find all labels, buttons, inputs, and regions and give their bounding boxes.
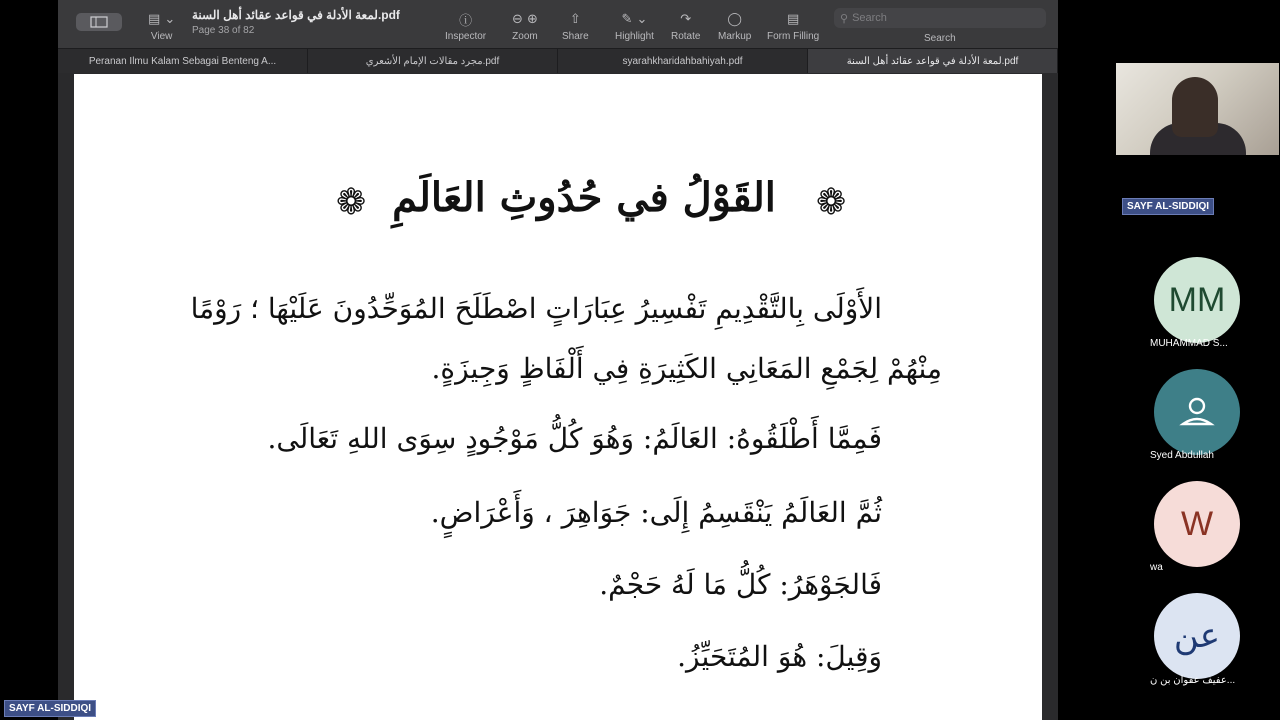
share-button[interactable]: [562, 9, 589, 42]
participant-name-muhammad: MUHAMMAD S...: [1150, 338, 1228, 349]
document-title: لمعة الأدلة في قواعد عقائد أهل السنة.pdf: [192, 8, 400, 22]
view-label: View: [150, 31, 173, 42]
person-icon: [1177, 392, 1217, 432]
tab-syarah[interactable]: syarahkharidahbahiyah.pdf: [558, 49, 808, 73]
avatar-wa[interactable]: W: [1154, 481, 1240, 567]
preview-window: [58, 0, 1058, 720]
share-icon: ⇧: [569, 11, 581, 27]
markup-label: Markup: [718, 31, 752, 42]
view-button[interactable]: [148, 9, 175, 42]
zoom-icon: ⊖ ⊕: [512, 11, 538, 27]
document-tabs: [58, 49, 1058, 73]
form-icon: ▤: [786, 11, 800, 27]
markup-button[interactable]: [718, 9, 751, 42]
form-filling-button[interactable]: [767, 9, 819, 42]
participant-name-afif-afwan: عفيف عفوان بن ن...: [1150, 675, 1236, 686]
text-line-1: الأَوْلَى بِالتَّقْدِيمِ تَفْسِيرُ عِبَارَاتٍ اصْطَلَحَ المُوَحِّدُونَ عَلَيْهَا ؛ رَوْمًا: [190, 292, 882, 325]
toolbar: [58, 0, 1058, 49]
page-indicator: Page 38 of 82: [192, 25, 255, 36]
rotate-icon: ↷: [680, 11, 692, 27]
ornament-right-icon: ❁: [816, 182, 847, 223]
text-line-6: وَقِيلَ: هُوَ المُتَحَيِّزُ.: [677, 640, 882, 673]
text-line-4: ثُمَّ العَالَمُ يَنْقَسِمُ إِلَى: جَوَاهِرَ ، وَأَعْرَاضٍ.: [430, 496, 882, 529]
rotate-button[interactable]: [671, 9, 700, 42]
inspector-label: Inspector: [445, 31, 487, 42]
inspector-button[interactable]: [445, 9, 486, 42]
text-line-2: مِنْهُمْ لِجَمْعِ المَعَانِي الكَثِيرَةِ فِي أَلْفَاظٍ وَجِيزَةٍ.: [431, 352, 942, 385]
ornament-left-icon: ❁: [336, 182, 367, 223]
text-line-3: فَمِمَّا أَطْلَقُوهُ: العَالَمُ: وَهُوَ كُلُّ مَوْجُودٍ سِوَى اللهِ تَعَالَى.: [267, 422, 882, 455]
self-name-tag: SAYF AL-SIDDIQI: [4, 700, 96, 717]
text-line-5: فَالجَوْهَرُ: كُلُّ مَا لَهُ حَجْمٌ.: [599, 568, 882, 601]
highlight-icon: ✎ ⌄: [621, 11, 648, 27]
search-field[interactable]: [834, 8, 1046, 28]
markup-icon: ◯: [727, 11, 742, 27]
avatar-afif-afwan[interactable]: عن: [1154, 593, 1240, 679]
search-icon: ⚲: [840, 12, 849, 25]
tab-lumat-al-adilla[interactable]: لمعة الأدلة في قواعد عقائد أهل السنة.pdf: [808, 49, 1058, 73]
zoom-button[interactable]: [512, 9, 538, 42]
pdf-page: [74, 74, 1042, 720]
highlight-button[interactable]: [615, 9, 654, 42]
tab-majarrad[interactable]: مجرد مقالات الإمام الأشعري.pdf: [308, 49, 558, 73]
avatar-syed-abdullah[interactable]: [1154, 369, 1240, 455]
sidebar-toggle-button[interactable]: [76, 13, 122, 31]
participant-name-syed-abdullah: Syed Abdullah: [1150, 450, 1214, 461]
info-icon: ⓘ: [459, 13, 473, 29]
participant-name-wa: wa: [1150, 562, 1163, 573]
speaker-video[interactable]: [1116, 63, 1279, 155]
highlight-label: Highlight: [615, 31, 654, 42]
rotate-label: Rotate: [671, 31, 701, 42]
zoom-label: Zoom: [512, 31, 538, 42]
avatar-muhammad[interactable]: MM: [1154, 257, 1240, 343]
share-label: Share: [562, 31, 589, 42]
sidebar-icon: [90, 16, 108, 28]
speaker-name-tag: SAYF AL-SIDDIQI: [1122, 198, 1214, 215]
view-menu-icon: ▤ ⌄: [148, 11, 176, 27]
speaker-head-shape: [1172, 77, 1218, 137]
tab-peranan[interactable]: Peranan Ilmu Kalam Sebagai Benteng A...: [58, 49, 308, 73]
form-filling-label: Form Filling: [767, 31, 820, 42]
search-placeholder: Search: [852, 12, 887, 24]
search-label: Search: [924, 33, 956, 44]
chapter-heading: القَوْلُ في حُدُوثِ العَالَمِ: [392, 174, 776, 221]
